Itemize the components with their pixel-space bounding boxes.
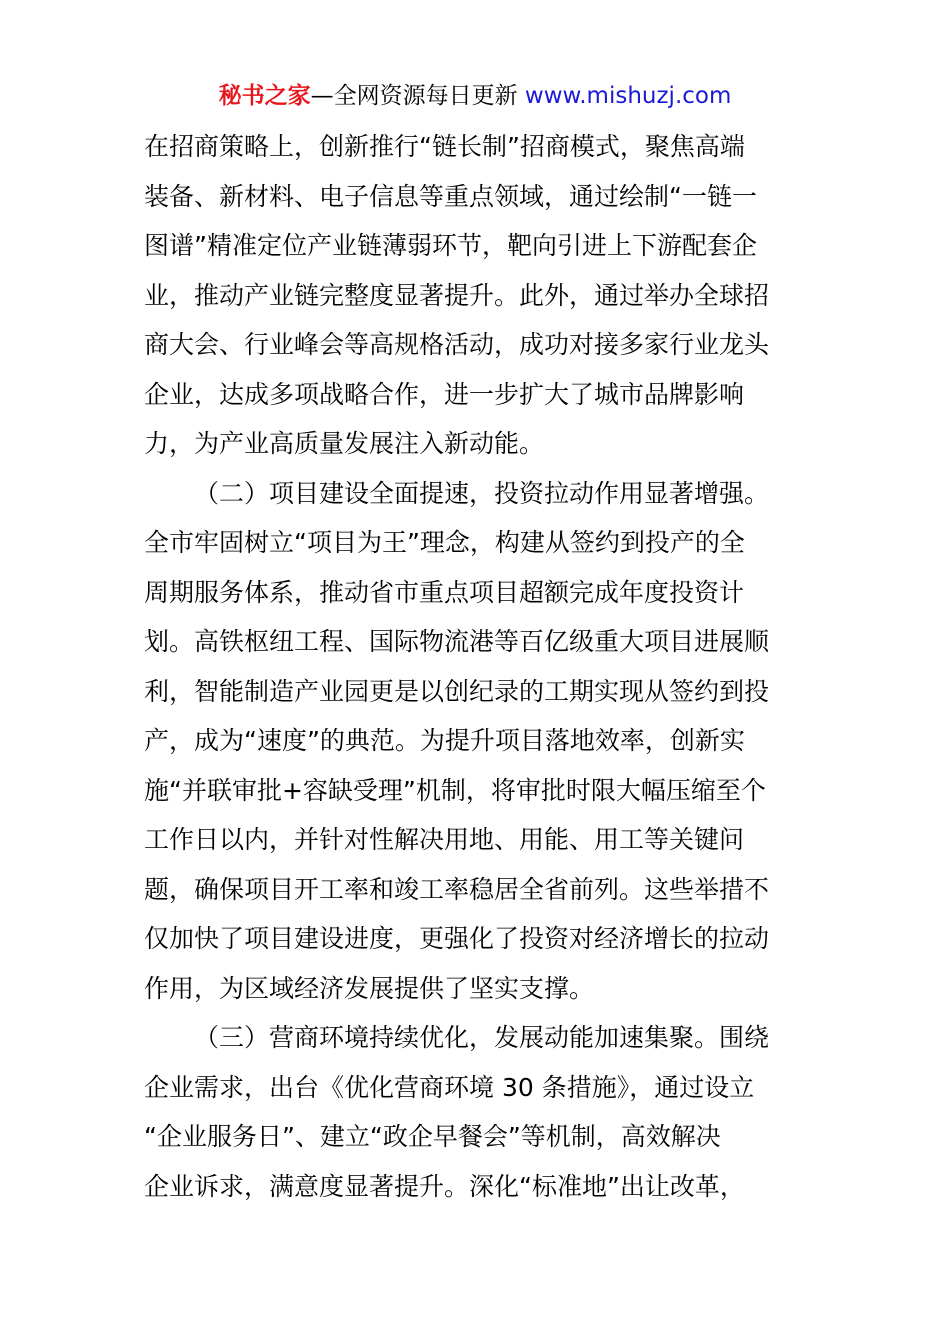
text-line: 产，成为“速度”的典范。为提升项目落地效率，创新实 [144, 726, 745, 755]
text-line: 企业需求，出台《优化营商环境 30 条措施》，通过设立 [144, 1072, 755, 1102]
text-line: 仅加快了项目建设进度，更强化了投资对经济增长的拉动 [144, 924, 770, 953]
page-header [0, 80, 950, 112]
text-line: 商大会、行业峰会等高规格活动，成功对接多家行业龙头 [144, 330, 770, 359]
text-line: 工作日以内，并针对性解决用地、用能、用工等关键问 [144, 825, 745, 854]
section-heading-3: （三）营商环境持续优化，发展动能加速集聚。围绕 [194, 1023, 770, 1052]
section-heading-2: （二）项目建设全面提速，投资拉动作用显著增强。 [194, 478, 770, 508]
text-line: 划。高铁枢纽工程、国际物流港等百亿级重大项目进展顺 [144, 627, 770, 656]
text-line: 力，为产业高质量发展注入新动能。 [144, 429, 545, 458]
text-line: 在招商策略上，创新推行“链长制”招商模式，聚焦高端 [144, 132, 745, 161]
text-line: 作用，为区域经济发展提供了坚实支撑。 [144, 973, 595, 1003]
text-line: 业，推动产业链完整度显著提升。此外，通过举办全球招 [144, 280, 770, 310]
text-line: 全市牢固树立“项目为王”理念，构建从签约到投产的全 [144, 528, 745, 557]
text-line: 题，确保项目开工率和竣工率稳居全省前列。这些举措不 [144, 874, 770, 904]
text-line: “企业服务日”、建立“政企早餐会”等机制，高效解决 [144, 1122, 721, 1151]
website-link[interactable]: www.mishuzj.com [524, 83, 732, 109]
text-line: 图谱”精准定位产业链薄弱环节，靶向引进上下游配套企 [144, 231, 757, 260]
text-line: 利，智能制造产业园更是以创纪录的工期实现从签约到投 [144, 676, 770, 706]
header-tagline: —全网资源每日更新 [310, 83, 518, 109]
text-line: 企业，达成多项战略合作，进一步扩大了城市品牌影响 [144, 379, 745, 409]
text-line: 企业诉求，满意度显著提升。深化“标准地”出让改革， [144, 1171, 745, 1201]
document-body [144, 122, 809, 1211]
text-line: 装备、新材料、电子信息等重点领域，通过绘制“一链一 [144, 181, 757, 211]
brand-name: 秘书之家 [218, 83, 311, 109]
text-line: 施“并联审批+容缺受理”机制，将审批时限大幅压缩至个 [144, 775, 766, 805]
text-line: 周期服务体系，推动省市重点项目超额完成年度投资计 [144, 577, 745, 607]
